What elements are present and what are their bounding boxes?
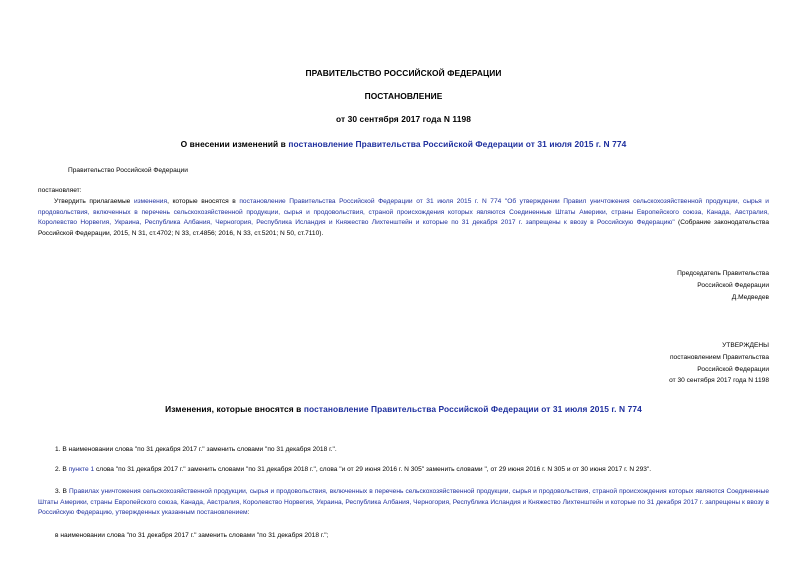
document-type: ПОСТАНОВЛЕНИЕ (364, 91, 443, 101)
item-2-text-1: 2. В (55, 466, 69, 473)
title-link[interactable]: постановление Правительства Российской Федерации от 31 июля 2015 г. N 774 (288, 139, 627, 149)
title-prefix: О внесении изменений в (180, 139, 289, 149)
p1-text-1: Утвердить прилагаемые (54, 198, 134, 205)
item-2-text-2: слова "по 31 декабря 2017 г." заменить словами "по 31 декабря 2018 г.", слова "и от 29 июня 2016 г. N 305" заменить словами ", от 29 июня 2016 г. N 305 и от 30 июня 2017 г. N 293". (94, 466, 652, 473)
resolves-text: постановляет: (38, 187, 82, 194)
item-2 (55, 465, 651, 476)
item-4: в наименовании слова "по 31 декабря 2017 г." заменить словами "по 31 декабря 2018 г."; (55, 532, 329, 539)
document-date-number: от 30 сентября 2017 года N 1198 (335, 114, 472, 124)
approval-line-3: Российской Федерации (697, 366, 769, 373)
item-2-link[interactable]: пункте 1 (68, 466, 95, 473)
signature-org: Российской Федерации (697, 282, 769, 289)
p1-text-3: (Собрание законодательства Российской Федерации, 2015, N 31, ст.4702; N 33, ст.4856; 2016, N 33, ст.5201; N 50, ст.7110). (38, 219, 769, 237)
changes-title-link[interactable]: постановление Правительства Российской Федерации от 31 июля 2015 г. N 774 (303, 404, 642, 414)
changes-title-prefix: Изменения, которые вносятся в (165, 404, 304, 414)
signature-position: Председатель Правительства (677, 270, 769, 277)
issuer-text: Правительство Российской Федерации (68, 167, 188, 174)
p1-link-resolution[interactable]: постановление Правительства Российской Федерации от 31 июля 2015 г. N 774 "Об утверждении Правил уничтожения сельскохозяйственной продукции, сырья и продовольствия, включенных в перечень сельскохозяйственной продукции, сырья и продовольствия, страной происхождения которых являются Соединенные Штаты Америки, страны Европейского союза, Канада, Австралия, Королевство Норвегия, Украина, Республика Албания, Черногория, Республика Исландия и Княжество Лихтенштейн и которые по 31 декабря 2017 г. запрещены к ввозу в Российскую Федерацию" (38, 198, 769, 227)
paragraph-1 (38, 197, 769, 239)
signature-name: Д.Медведев (731, 294, 769, 301)
item-3-text-1: 3. В (55, 488, 70, 495)
approval-line-1: УТВЕРЖДЕНЫ (722, 342, 769, 349)
item-3 (38, 487, 769, 519)
p1-text-2: , которые вносятся в (167, 198, 240, 205)
approval-line-2: постановлением Правительства (669, 354, 769, 361)
item-3-link-rules[interactable]: Правилах уничтожения сельскохозяйственной продукции, сырья и продовольствия, включенных в перечень сельскохозяйственной продукции, сырья и продовольствия, страной происхождения которых являются Соединенные Штаты Америки, страны Европейского союза, Канада, Австралия, Королевство Норвегия, Украина, Республика Албания, Черногория, Республика Исландия и Княжество Лихтенштейн и которые по 31 декабря 2017 г. запрещены к ввозу в Российскую Федерацию, утвержденных указанным постановлением (38, 488, 770, 517)
item-3-text-2: : (247, 509, 250, 517)
changes-title (0, 404, 807, 414)
p1-link-changes[interactable]: изменения (133, 198, 168, 205)
document-title (0, 139, 807, 149)
item-1: 1. В наименовании слова "по 31 декабря 2017 г." заменить словами "по 31 декабря 2018 г.". (55, 446, 337, 453)
government-name: ПРАВИТЕЛЬСТВО РОССИЙСКОЙ ФЕДЕРАЦИИ (305, 68, 502, 78)
approval-line-4: от 30 сентября 2017 года N 1198 (669, 377, 769, 384)
